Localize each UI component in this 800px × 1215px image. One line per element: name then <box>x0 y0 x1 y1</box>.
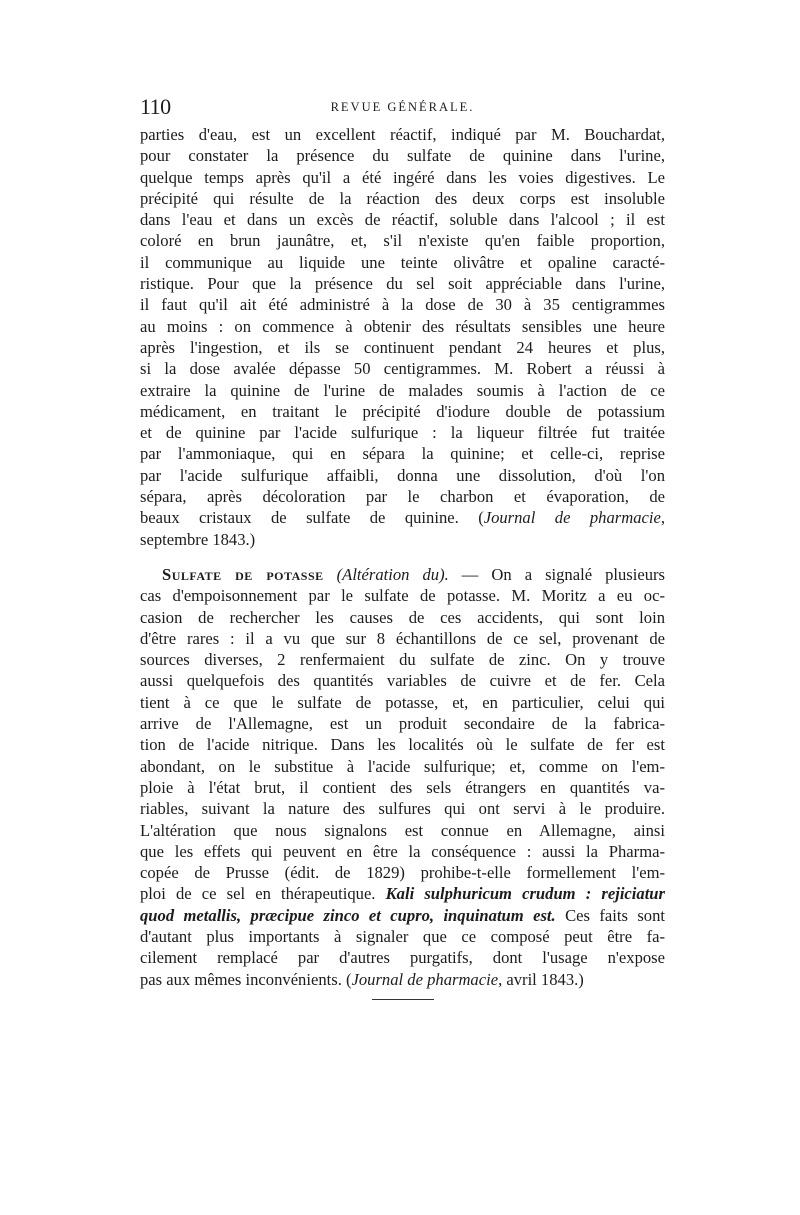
text-line: cas d'empoisonnement par le sulfate de potasse. M. Moritz a eu oc- <box>140 586 665 606</box>
text-line: pour constater la présence du sulfate de quinine dans l'urine, <box>140 146 665 166</box>
text-line: médicament, en traitant le précipité d'iodure double de potassium <box>140 401 665 421</box>
text-line: sources diverses, 2 renfermaient du sulfate de zinc. On y trouve <box>140 650 665 670</box>
text-line: sépara, après décoloration par le charbon et évaporation, de <box>140 487 665 507</box>
text-line: riables, suivant la nature des sulfures qui ont servi à le produire. <box>140 799 665 819</box>
text-run: , <box>660 508 665 528</box>
text-run: Ces faits sont <box>555 905 665 925</box>
text-run: ploi de ce sel en thérapeutique. <box>140 884 386 904</box>
text-line: d'autant plus importants à signaler que ce composé peut être fa- <box>140 926 665 946</box>
text-line: au moins : on commence à obtenir des résultats sensibles une heure <box>140 316 665 336</box>
text-line: et de quinine par l'acide sulfurique : la liqueur filtrée fut traitée <box>140 423 665 443</box>
text-line: si la dose avalée dépasse 50 centigrammes. M. Robert a réussi à <box>140 359 665 379</box>
text-line: tion de l'acide nitrique. Dans les localités où le sulfate de fer est <box>140 735 665 755</box>
text-line: d'être rares : il a vu que sur 8 échantillons de ce sel, provenant de <box>140 628 665 648</box>
text-line: parties d'eau, est un excellent réactif, indiqué par M. Bouchardat, <box>140 125 665 144</box>
text-line: coloré en brun jaunâtre, et, s'il n'existe qu'en faible proportion, <box>140 231 665 251</box>
text-line: ristique. Pour que la présence du sel soit appréciable dans l'urine, <box>140 274 665 294</box>
source-citation: Journal de pharmacie <box>351 969 499 989</box>
paragraph-sulfate-potasse <box>140 564 665 990</box>
text-line: par l'acide sulfurique affaibli, donna une dissolution, d'où l'on <box>140 465 665 485</box>
source-citation: Journal de pharmacie <box>483 508 661 528</box>
text-line: extraire la quinine de l'urine de malades soumis à l'action de ce <box>140 380 665 400</box>
document-page <box>140 94 665 1000</box>
text-line: abondant, on le substitue à l'acide sulfurique; et, comme on l'em- <box>140 756 665 776</box>
text-line: après l'ingestion, et ils se continuent pendant 24 heures et plus, <box>140 337 665 357</box>
paragraph-quinine-urine <box>140 124 665 550</box>
text-line <box>140 905 665 926</box>
text-line: casion de rechercher les causes de ces accidents, qui sont loin <box>140 607 665 627</box>
text-run: — On a signalé plusieurs <box>448 564 666 584</box>
page-number: 110 <box>140 94 171 119</box>
text-line <box>140 883 665 904</box>
section-subtitle: (Altération du). <box>336 564 449 584</box>
text-line: quelque temps après qu'il a été ingéré dans les voies digestives. Le <box>140 167 665 187</box>
text-line: ploie à l'état brut, il contient des sels étrangers en quantités va- <box>140 777 665 797</box>
section-title: Sulfate de potasse <box>162 564 324 584</box>
text-line: septembre 1843.) <box>140 529 256 549</box>
latin-quote: quod metallis, præcipue zinco et cupro, inquinatum est. <box>140 905 556 925</box>
text-line: dans l'eau et dans un excès de réactif, soluble dans l'alcool ; il est <box>140 210 665 230</box>
text-line <box>140 969 665 990</box>
text-line <box>140 564 665 585</box>
text-run: beaux cristaux de sulfate de quinine. ( <box>140 508 484 528</box>
text-run: pas aux mêmes inconvénients. ( <box>140 969 352 989</box>
text-line: il faut qu'il ait été administré à la dose de 30 à 35 centigrammes <box>140 295 665 315</box>
text-line <box>140 507 665 528</box>
text-line: il communique au liquide une teinte olivâtre et opaline caracté- <box>140 252 665 272</box>
running-head: REVUE GÉNÉRALE. <box>330 100 475 114</box>
page-header <box>140 94 665 124</box>
text-line: que les effets qui peuvent en être la conséquence : aussi la Pharma- <box>140 841 665 861</box>
text-line: précipité qui résulte de la réaction des deux corps est insoluble <box>140 188 665 208</box>
text-line: L'altération que nous signalons est connue en Allemagne, ainsi <box>140 820 665 840</box>
text-line: arrive de l'Allemagne, est un produit secondaire de la fabrica- <box>140 714 665 734</box>
text-line: par l'ammoniaque, qui en sépara la quinine; et celle-ci, reprise <box>140 444 665 464</box>
text-line: tient à ce que le sulfate de potasse, et, en particulier, celui qui <box>140 692 665 712</box>
text-run: , avril 1843.) <box>498 969 584 989</box>
text-line: aussi quelquefois des quantités variables de cuivre et de fer. Cela <box>140 671 665 691</box>
latin-quote: Kali sulphuricum crudum : rejiciatur <box>385 884 665 904</box>
text-line: copée de Prusse (édit. de 1829) prohibe-t-elle formellement l'em- <box>140 863 665 883</box>
section-end-rule <box>372 999 434 1000</box>
text-line: cilement remplacé par d'autres purgatifs, dont l'usage n'expose <box>140 948 665 968</box>
